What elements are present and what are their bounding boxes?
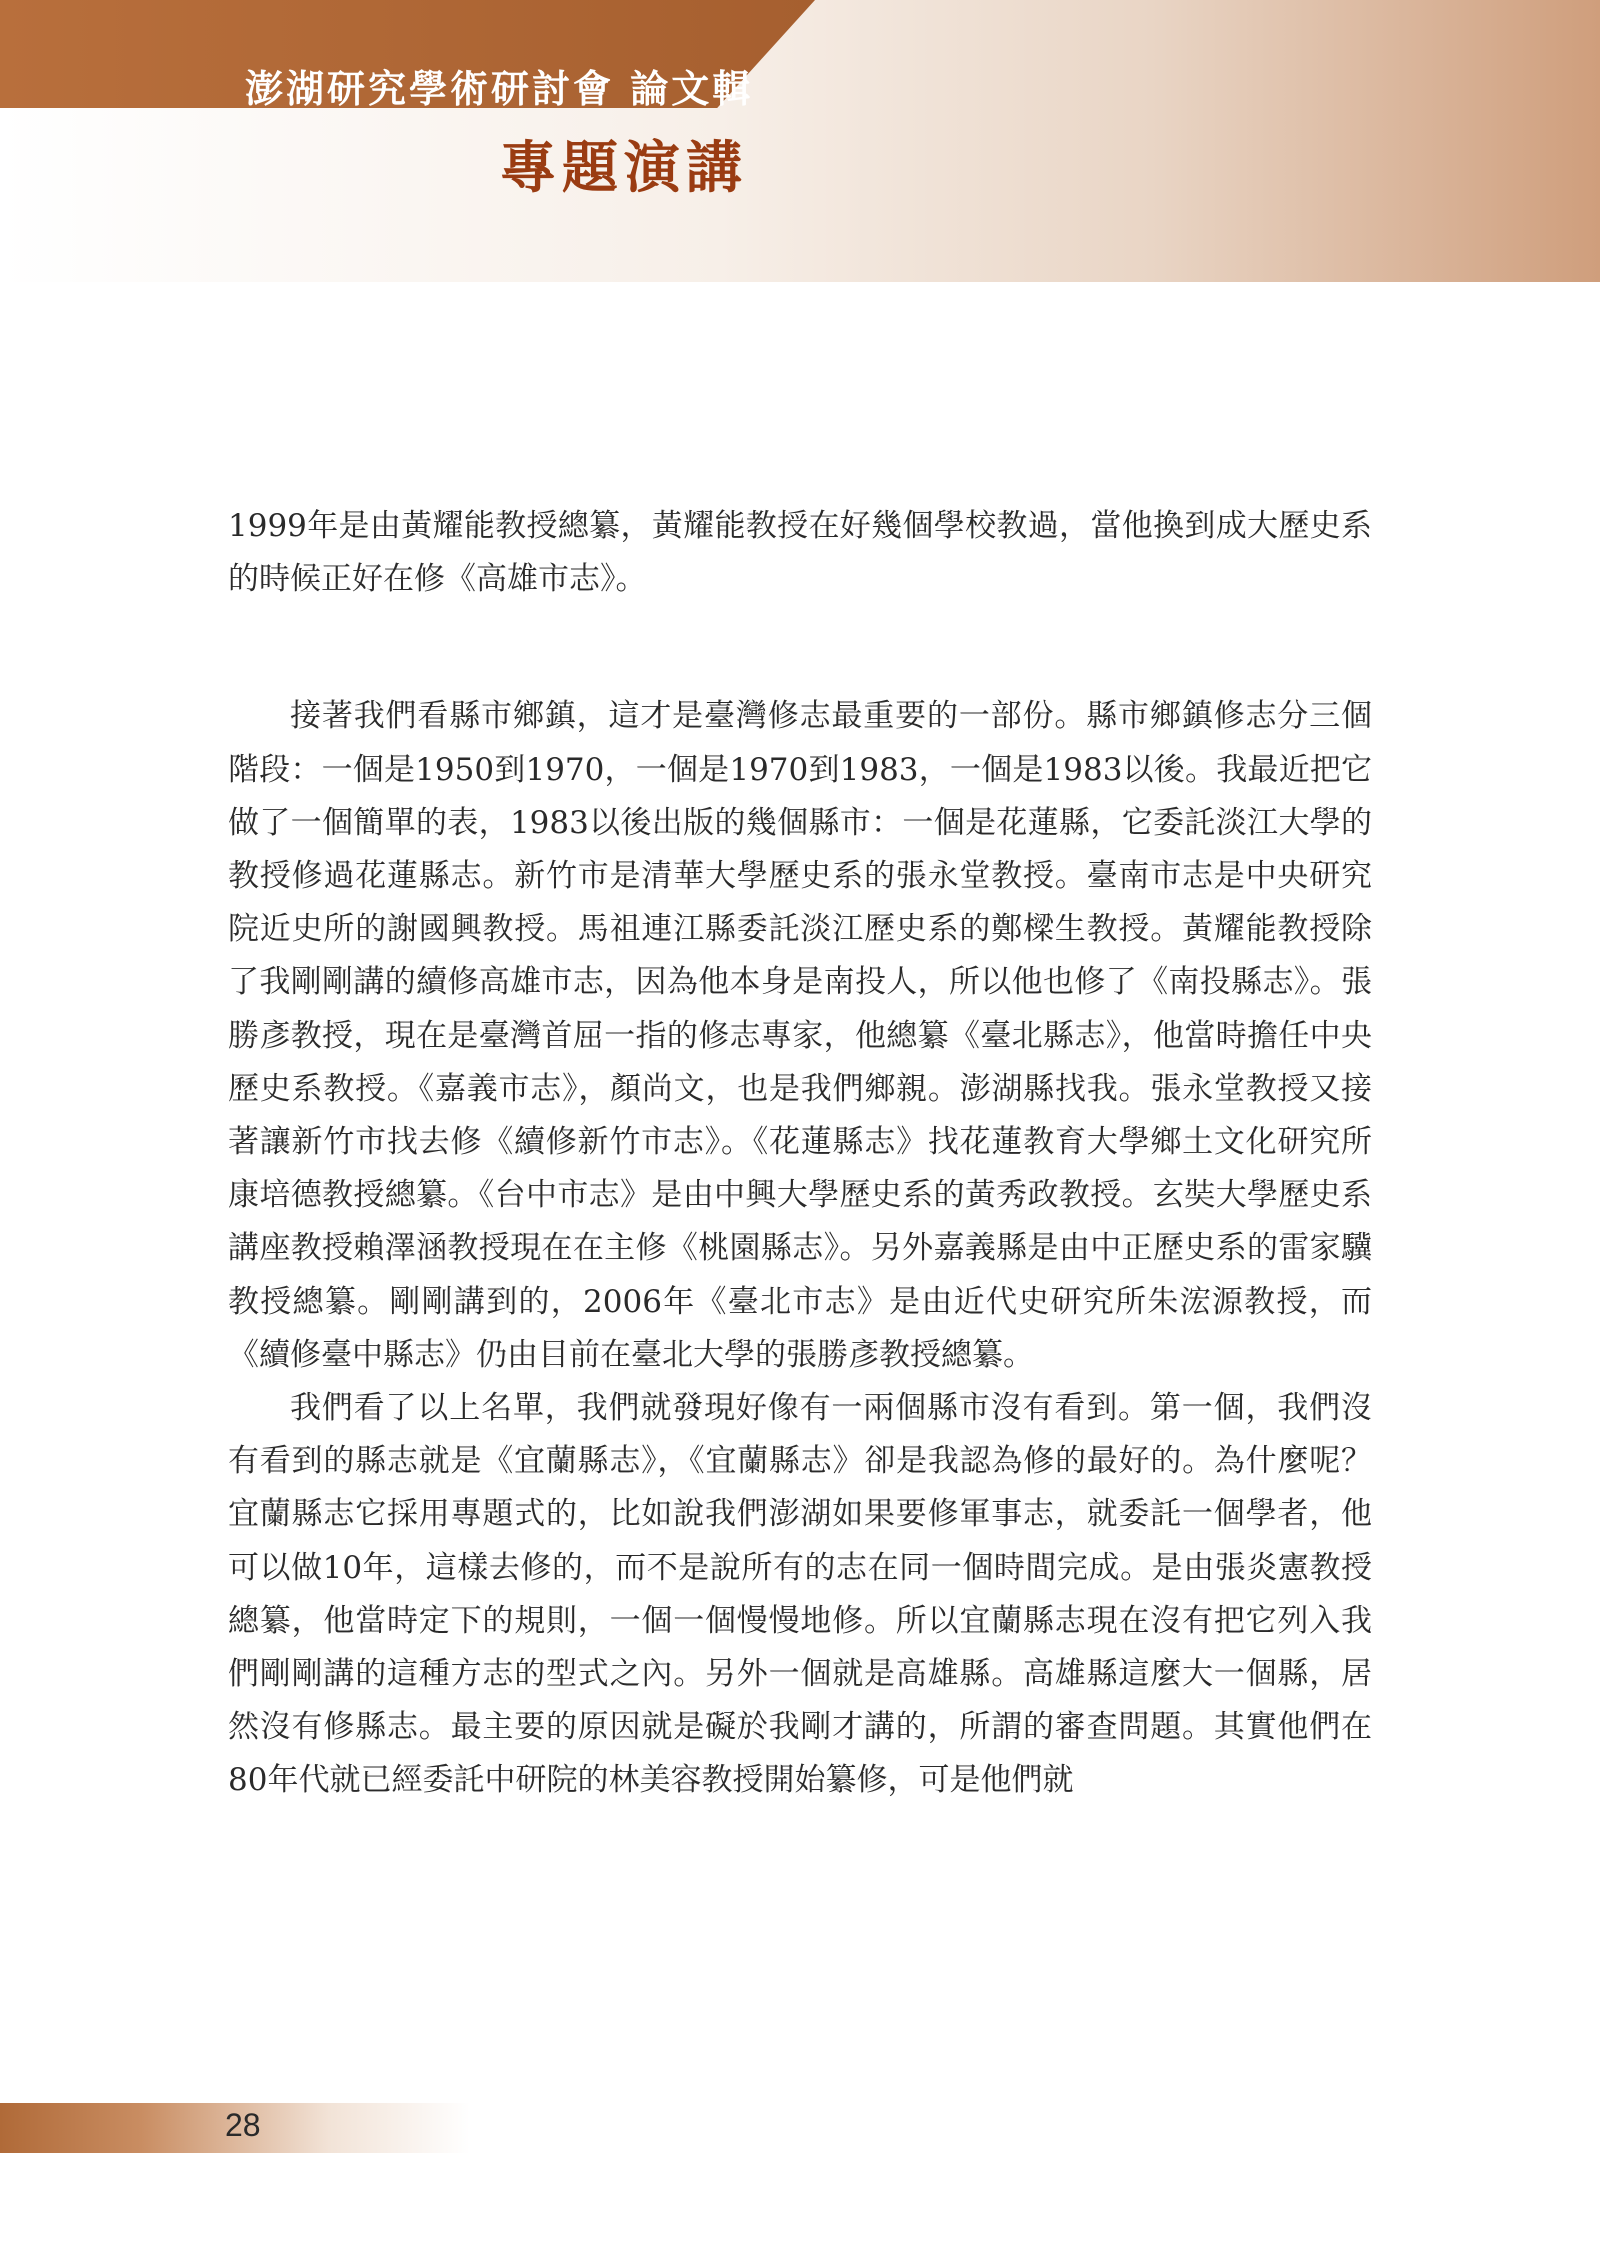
section-title: 專題演講 (500, 135, 748, 201)
page-number: 28 (225, 2107, 261, 2143)
paragraph: 接著我們看縣市鄉鎮，這才是臺灣修志最重要的一部份。縣市鄉鎮修志分三個階段：一個是1950到1970，一個是1970到1983，一個是1983以後。我最近把它做了一個簡單的表，1983以後出版的幾個縣市：一個是花蓮縣，它委託淡江大學的教授修過花蓮縣志。新竹市是清華大學歷史系的張永堂教授。臺南市志是中央研究院近史所的謝國興教授。馬祖連江縣委託淡江歷史系的鄭樑生教授。黃耀能教授除了我剛剛講的續修高雄市志，因為他本身是南投人，所以他也修了《南投縣志》。張勝彥教授，現在是臺灣首屈一指的修志專家，他總纂《臺北縣志》，他當時擔任中央歷史系教授。《嘉義市志》，顏尚文，也是我們鄉親。澎湖縣找我。張永堂教授又接著讓新竹市找去修《續修新竹市志》。《花蓮縣志》找花蓮教育大學鄉土文化研究所康培德教授總纂。《台中市志》是由中興大學歷史系的黃秀政教授。玄奘大學歷史系講座教授賴澤涵教授現在在主修《桃園縣志》。另外嘉義縣是由中正歷史系的雷家驥教授總纂。剛剛講到的，2006年《臺北市志》是由近代史研究所朱浤源教授，而《續修臺中縣志》仍由目前在臺北大學的張勝彥教授總纂。 (228, 698, 1372, 1373)
article-body (228, 500, 1372, 1808)
paragraph: 1999年是由黃耀能教授總纂，黃耀能教授在好幾個學校教過，當他換到成大歷史系的時候正好在修《高雄市志》。 (228, 508, 1372, 598)
series-title: 澎湖研究學術研討會 論文輯 (245, 66, 754, 111)
paragraph: 我們看了以上名單，我們就發現好像有一兩個縣市沒有看到。第一個，我們沒有看到的縣志就是《宜蘭縣志》，《宜蘭縣志》卻是我認為修的最好的。為什麼呢？宜蘭縣志它採用專題式的，比如說我們澎湖如果要修軍事志，就委託一個學者，他可以做10年，這樣去修的，而不是說所有的志在同一個時間完成。是由張炎憲教授總纂，他當時定下的規則，一個一個慢慢地修。所以宜蘭縣志現在沒有把它列入我們剛剛講的這種方志的型式之內。另外一個就是高雄縣。高雄縣這麼大一個縣，居然沒有修縣志。最主要的原因就是礙於我剛才講的，所謂的審查問題。其實他們在80年代就已經委託中研院的林美容教授開始纂修，可是他們就 (228, 1390, 1372, 1799)
